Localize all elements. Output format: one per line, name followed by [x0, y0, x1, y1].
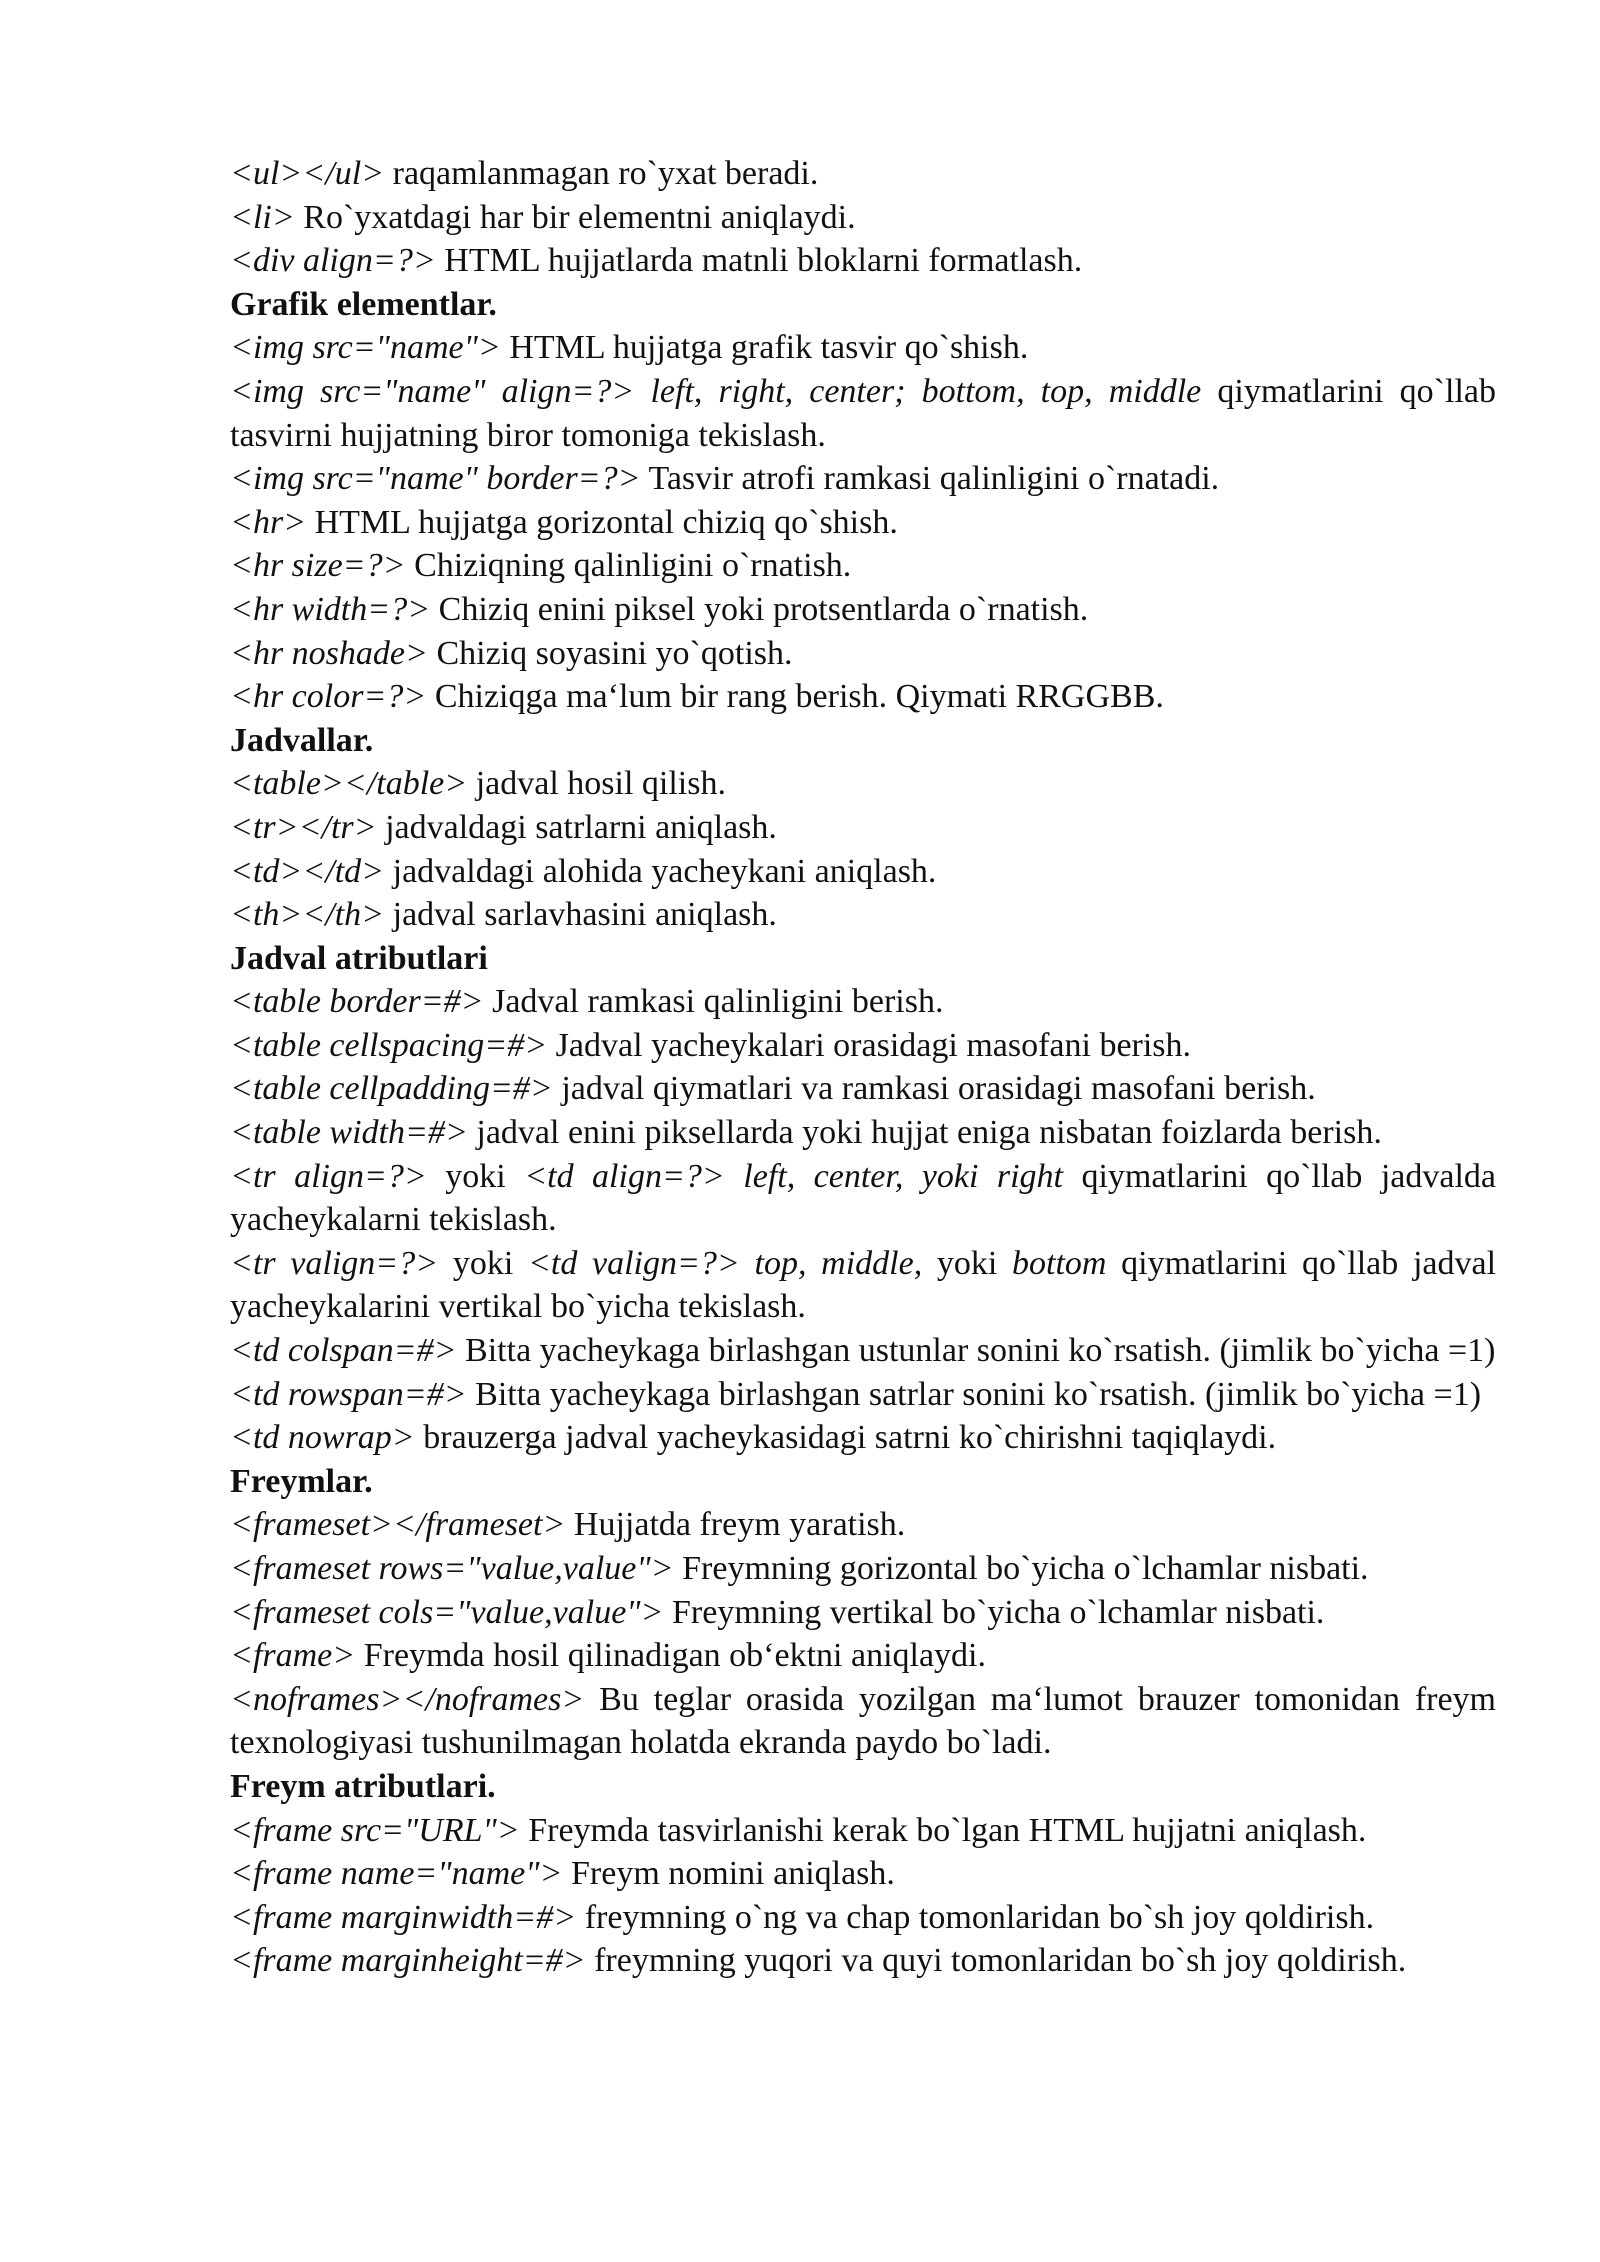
list-item	[230, 850, 1496, 894]
section-heading-jadval-atributlari: Jadval atributlari	[230, 939, 488, 977]
attribute-values: left, right, center; bottom, top, middle	[634, 372, 1202, 410]
description-text: Hujjatda freym yaratish.	[565, 1506, 906, 1544]
tag-code: <frameset cols="value,value">	[230, 1593, 664, 1631]
list-item	[230, 1678, 1496, 1765]
list-item	[230, 196, 1496, 240]
section-heading-freymlar: Freymlar.	[230, 1462, 373, 1500]
description-text: Chiziqga ma‘lum bir rang berish. Qiymati RRGGBB.	[426, 678, 1164, 716]
tag-code-secondary: <td valign=?>	[527, 1244, 740, 1282]
description-text: jadvaldagi alohida yacheykani aniqlash.	[384, 852, 937, 890]
tag-code: <frame name="name">	[230, 1855, 563, 1893]
list-item	[230, 1809, 1496, 1853]
list-item	[230, 675, 1496, 719]
section-heading-grafik: Grafik elementlar.	[230, 285, 497, 323]
tag-code: <table cellspacing=#>	[230, 1026, 548, 1064]
list-item	[230, 588, 1496, 632]
description-text: jadval hosil qilish.	[467, 765, 726, 803]
tag-code: <img src="name" border=?>	[230, 460, 641, 498]
description-text: jadval qiymatlari va ramkasi orasidagi masofani berish.	[552, 1070, 1316, 1108]
description-text: HTML hujjatlarda matnli bloklarni formatlash.	[435, 242, 1083, 280]
tag-code: <tr align=?>	[230, 1157, 427, 1195]
description-text: freymning yuqori va quyi tomonlaridan bo`sh joy qoldirish.	[585, 1942, 1407, 1980]
list-item	[230, 762, 1496, 806]
section-heading-freym-atributlari: Freym atributlari.	[230, 1767, 496, 1805]
list-item	[230, 632, 1496, 676]
tag-code: <td></td>	[230, 852, 385, 890]
description-text: Tasvir atrofi ramkasi qalinligini o`rnatadi.	[640, 460, 1220, 498]
description-text: jadval enini piksellarda yoki hujjat eniga nisbatan foizlarda berish.	[467, 1114, 1382, 1152]
description-text: freymning o`ng va chap tomonlaridan bo`sh joy qoldirish.	[576, 1898, 1375, 1936]
list-item	[230, 544, 1496, 588]
list-item	[230, 370, 1496, 457]
tag-code: <table width=#>	[230, 1114, 468, 1152]
tag-code: <frame src="URL">	[230, 1811, 520, 1849]
description-text: Ro`yxatdagi har bir elementni aniqlaydi.	[294, 198, 856, 236]
description-text: Jadval ramkasi qalinligini berish.	[483, 983, 944, 1021]
list-item	[230, 1591, 1496, 1635]
list-item	[230, 501, 1496, 545]
description-text: qiymatlarini qo`llab tasvirni hujjatning biror tomoniga tekislash.	[230, 372, 1496, 454]
list-item	[230, 239, 1496, 283]
attribute-values: left, center, yoki right	[724, 1157, 1064, 1195]
list-item	[230, 1547, 1496, 1591]
connector-text: yoki	[922, 1244, 1012, 1282]
tag-code: <frame marginheight=#>	[230, 1942, 586, 1980]
description-text: Freymning vertikal bo`yicha o`lchamlar nisbati.	[663, 1593, 1325, 1631]
tag-code: <noframes></noframes>	[230, 1680, 585, 1718]
description-text: Chiziq enini piksel yoki protsentlarda o`rnatish.	[430, 590, 1089, 628]
description-text: Freym nomini aniqlash.	[562, 1855, 895, 1893]
tag-code: <hr noshade>	[230, 634, 428, 672]
description-text: Bitta yacheykaga birlashgan ustunlar sonini ko`rsatish. (jimlik bo`yicha =1)	[456, 1332, 1496, 1370]
tag-code: <table></table>	[230, 765, 468, 803]
list-item	[230, 1067, 1496, 1111]
connector-text: yoki	[426, 1157, 525, 1195]
document-page	[230, 152, 1496, 1983]
description-text: Freymning gorizontal bo`yicha o`lchamlar nisbati.	[673, 1550, 1369, 1587]
tag-code: <hr color=?>	[230, 678, 427, 716]
tag-code: <div align=?>	[230, 242, 436, 280]
description-text: Freymda hosil qilinadigan ob‘ektni aniqlaydi.	[355, 1637, 986, 1675]
tag-code: <td nowrap>	[230, 1419, 415, 1457]
list-item	[230, 152, 1496, 196]
tag-code: <td rowspan=#>	[230, 1375, 467, 1413]
tag-code: <table cellpadding=#>	[230, 1070, 553, 1108]
tag-code: <th></th>	[230, 896, 385, 934]
list-item	[230, 457, 1496, 501]
description-text: jadvaldagi satrlarni aniqlash.	[376, 808, 777, 846]
tag-code: <table border=#>	[230, 983, 484, 1021]
description-text: Chiziqning qalinligini o`rnatish.	[405, 547, 852, 585]
list-item	[230, 1939, 1496, 1983]
list-item	[230, 326, 1496, 370]
list-item	[230, 893, 1496, 937]
tag-code: <frameset></frameset>	[230, 1506, 566, 1544]
tag-code: <img src="name" align=?>	[230, 372, 635, 410]
list-item	[230, 1503, 1496, 1547]
tag-code: <hr size=?>	[230, 547, 406, 585]
tag-code: <tr valign=?>	[230, 1244, 439, 1282]
description-text: Bitta yacheykaga birlashgan satrlar sonini ko`rsatish. (jimlik bo`yicha =1)	[466, 1375, 1482, 1413]
list-item	[230, 1329, 1496, 1373]
list-item	[230, 1416, 1496, 1460]
description-text: raqamlanmagan ro`yxat beradi.	[384, 155, 819, 192]
list-item	[230, 806, 1496, 850]
tag-code: <li>	[230, 198, 295, 236]
section-heading-jadvallar: Jadvallar.	[230, 721, 374, 759]
description-text: Freymda tasvirlanishi kerak bo`lgan HTML hujjatni aniqlash.	[519, 1811, 1367, 1849]
description-text: qiymatlarini qo`llab jadvalda yacheykalarni tekislash.	[230, 1157, 1497, 1239]
list-item	[230, 1896, 1496, 1940]
tag-code: <frame marginwidth=#>	[230, 1898, 577, 1936]
tag-code: <td colspan=#>	[230, 1332, 457, 1370]
list-item	[230, 1852, 1496, 1896]
tag-code: <img src="name">	[230, 329, 501, 367]
description-text: HTML hujjatga grafik tasvir qo`shish.	[500, 329, 1029, 367]
tag-code: <hr width=?>	[230, 590, 431, 628]
description-text: qiymatlarini qo`llab jadval yacheykalarini vertikal bo`yicha tekislash.	[230, 1244, 1497, 1326]
tag-code: <tr></tr>	[230, 808, 377, 846]
description-text: brauzerga jadval yacheykasidagi satrni ko`chirishni taqiqlaydi.	[414, 1419, 1277, 1457]
list-item	[230, 1634, 1496, 1678]
list-item	[230, 1373, 1496, 1417]
list-item	[230, 980, 1496, 1024]
tag-code: <frameset rows="value,value">	[230, 1550, 674, 1587]
description-text: HTML hujjatga gorizontal chiziq qo`shish.	[306, 503, 898, 541]
tag-code: <hr>	[230, 503, 307, 541]
list-item	[230, 1024, 1496, 1068]
description-text: jadval sarlavhasini aniqlash.	[384, 896, 777, 934]
attribute-values: top, middle,	[739, 1244, 923, 1282]
list-item	[230, 1242, 1496, 1329]
tag-code: <frame>	[230, 1637, 356, 1675]
list-item	[230, 1111, 1496, 1155]
tag-code: <ul></ul>	[230, 155, 385, 192]
tag-code-secondary: <td align=?>	[524, 1157, 725, 1195]
description-text: Bu teglar orasida yozilgan ma‘lumot brauzer tomonidan freym texnologiyasi tushunilmagan holatda ekranda paydo bo`ladi.	[230, 1680, 1496, 1762]
list-item	[230, 1155, 1496, 1242]
attribute-values-secondary: bottom	[1012, 1244, 1107, 1282]
description-text: Chiziq soyasini yo`qotish.	[427, 634, 793, 672]
description-text: Jadval yacheykalari orasidagi masofani berish.	[547, 1026, 1192, 1064]
connector-text: yoki	[438, 1244, 528, 1282]
